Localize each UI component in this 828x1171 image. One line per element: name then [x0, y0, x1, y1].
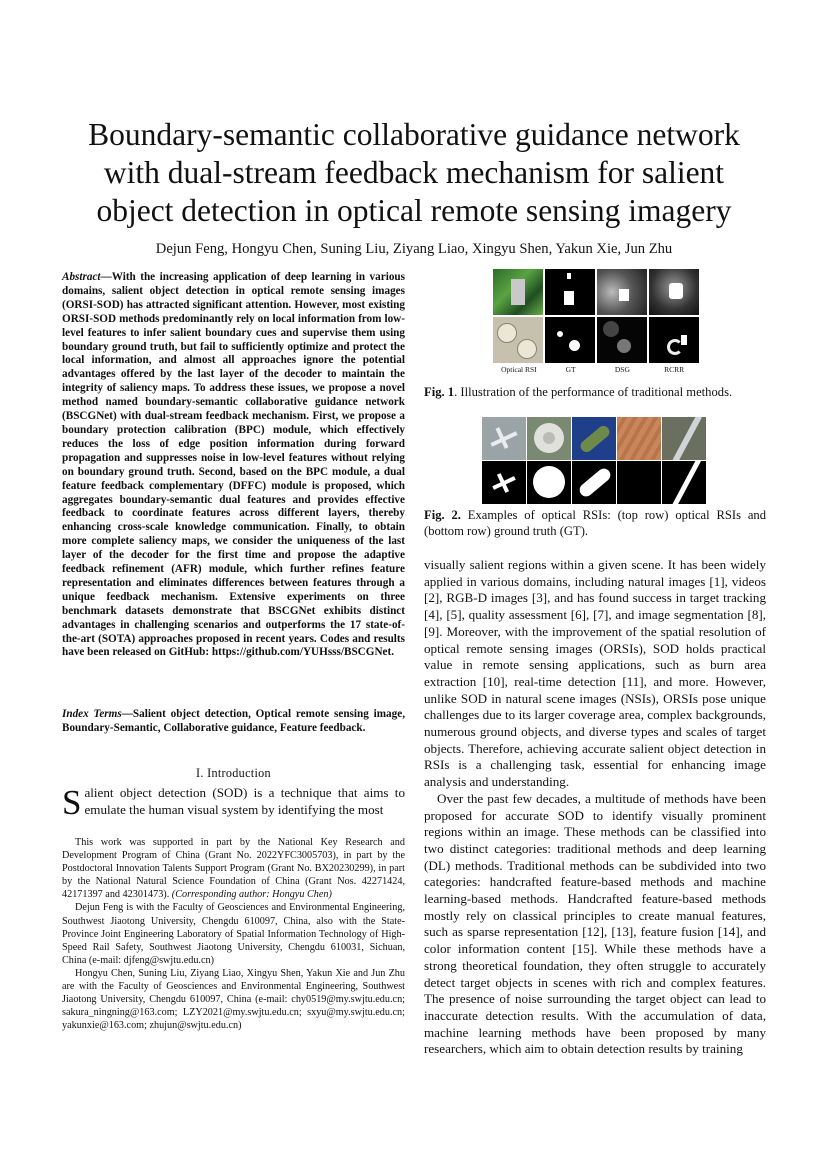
index-terms-text: —Salient object detection, Optical remote sensing image, Boundary-Semantic, Collaborative guidance, Feature feedback.: [62, 708, 405, 734]
fig2-gt-desert: [617, 461, 661, 504]
abstract: [62, 271, 405, 660]
abstract-text: —With the increasing application of deep learning in various domains, salient object detection in optical remote sensing images (ORSI-SOD) has attracted significant attention. However, most existing ORSI-SOD methods predominantly rely on local information from low-level features to infer salient boundary cues and supervise them using boundary ground truth, but fail to sufficiently optimize and protect the local information, and almost all approaches ignore the potential advantages offered by the last layer of the decoder to maintain the integrity of saliency maps. To address these issues, we propose a novel method named boundary-semantic collaborative guidance network (BSCGNet) with dual-stream feedback mechanism. First, we propose a boundary protection calibration (BPC) module, which effectively reduces the loss of edge position information during forward propagation and suppresses noise in low-level features without relying on boundary ground truth. Second, based on the BPC module, a dual feature feedback complementary (DFFC) module is proposed, which aggregates boundary-semantic dual features and provides effective feedback to coordinate features across different layers, thereby enhancing cross-scale knowledge communication. Finally, to obtain more complete saliency maps, we consider the uniqueness of the last layer of the decoder for the first time and propose the adaptive feedback refinement (AFR) module, which further refines feature representation and eliminates differences between features through a unique feedback mechanism. Extensive experiments on three benchmark datasets demonstrate that BSCGNet exhibits distinct advantages in challenging scenarios and outperforms the 17 state-of-the-art (SOTA) approaches proposed in recent years. Codes and results have been released on GitHub: https://github.com/YUHsss/BSCGNet.: [62, 271, 405, 659]
title-line-2: with dual-stream feedback mechanism for salient: [103, 155, 725, 190]
right-column-text: [424, 557, 766, 1058]
fig1-optical-rsi-bottom: [493, 317, 543, 363]
fig2-gt-island: [572, 461, 616, 504]
fig2-caption: [424, 507, 766, 539]
fig1-dsg-bottom: [597, 317, 647, 363]
fig2-rsi-desert: [617, 417, 661, 460]
fig1-caption: [424, 384, 766, 400]
fig2-caption-label: Fig. 2.: [424, 508, 461, 522]
fig2-rsi-river: [662, 417, 706, 460]
fig1-rcrr-bottom: [649, 317, 699, 363]
fig2-rsi-island: [572, 417, 616, 460]
title-line-1: Boundary-semantic collaborative guidance network: [88, 117, 740, 152]
fig1-column-labels: [493, 365, 700, 374]
figure-2: [482, 417, 708, 505]
intro-paragraph-2: Over the past few decades, a multitude of methods have been proposed for accurate SOD to identify visually prominent regions within an image. These methods can be classified into two distinct categories: traditional methods and deep learning (DL) methods. Traditional methods can be subdivided into two categories: handcrafted feature-based methods and machine learning-based methods. Handcrafted feature-based methods mostly rely on classical principles to create manual features, such as sparse representation [12], [13], feature fusion [14], and color information content [15]. While these methods have a strong theoretical foundation, they often struggle to accurately detect target objects in scenes with rich and complex features. The presence of noise surrounding the target object can lead to inaccurate detection results. With the accumulation of data, machine learning methods have been proposed by many researchers, which aim to obtain detection results by training: [424, 790, 766, 1057]
intro-paragraph: alient object detection (SOD) is a technique that aims to emulate the human visual system by identifying the most: [84, 785, 405, 817]
fig1-caption-text: . Illustration of the performance of traditional methods.: [454, 385, 733, 399]
abstract-label: Abstract: [62, 271, 101, 283]
index-terms: [62, 708, 405, 736]
drop-cap: S: [62, 783, 82, 822]
fig1-label-optical-rsi: Optical RSI: [501, 365, 537, 374]
fig2-gt-river: [662, 461, 706, 504]
footnotes: [62, 836, 405, 1032]
index-terms-label: Index Terms: [62, 708, 122, 720]
footnote-funding: [62, 836, 405, 901]
fig2-rsi-storage-tank: [527, 417, 571, 460]
figure-1: [493, 269, 700, 374]
fig1-label-gt: GT: [565, 365, 576, 374]
title-line-3: object detection in optical remote sensing imagery: [96, 193, 732, 228]
fig2-gt-airplane: [482, 461, 526, 504]
fig1-dsg-top: [597, 269, 647, 315]
paper-title: [40, 116, 788, 230]
fig1-optical-rsi-top: [493, 269, 543, 315]
fig2-gt-storage-tank: [527, 461, 571, 504]
fig1-gt-top: [545, 269, 595, 315]
fig1-caption-label: Fig. 1: [424, 385, 455, 399]
introduction-text: [62, 783, 405, 822]
intro-paragraph-1: visually salient regions within a given scene. It has been widely applied in various domains, including natural images [1], videos [2], RGB-D images [3], and has found success in target tracking [4], [5], quality assessment [6], [7], and image segmentation [8], [9]. Moreover, with the improvement of the spatial resolution of optical remote sensing images (ORSIs), SOD holds practical value in remote sensing applications, such as burn area extraction [10], real-time detection [11], and more. However, unlike SOD in natural scene images (NSIs), ORSIs pose unique challenges due to its larger coverage area, complex backgrounds, numerous ground objects, and diverse types and scales of target objects. Therefore, achieving accurate salient object detection in RSIs is a challenging task, essential for enhancing image analysis and understanding.: [424, 557, 766, 790]
fig1-rcrr-top: [649, 269, 699, 315]
footnote-affiliation-2: Hongyu Chen, Suning Liu, Ziyang Liao, Xingyu Shen, Yakun Xie and Jun Zhu are with the Faculty of Geosciences and Environmental Engineering, Southwest Jiaotong University, Chengdu 610097, China (e-mail: chy0519@my.swjtu.edu.cn; sakura_ningning@163.com; LZY2021@my.swjtu.edu.cn; sxyu@my.swjtu.edu.cn; yakunxie@163.com; zhujun@swjtu.edu.cn): [62, 967, 405, 1032]
corresponding-author-note: (Corresponding author: Hongyu Chen): [171, 889, 332, 901]
section-heading-introduction: I. Introduction: [196, 766, 271, 780]
fig2-caption-text: Examples of optical RSIs: (top row) optical RSIs and (bottom row) ground truth (GT).: [424, 508, 766, 538]
fig1-gt-bottom: [545, 317, 595, 363]
author-list: Dejun Feng, Hongyu Chen, Suning Liu, Ziyang Liao, Xingyu Shen, Yakun Xie, Jun Zhu: [155, 241, 673, 257]
fig2-rsi-airplane: [482, 417, 526, 460]
footnote-affiliation-1: Dejun Feng is with the Faculty of Geosciences and Environmental Engineering, Southwest Jiaotong University, Chengdu 610097, China, also with the State-Province Joint Engineering Laboratory of Spatial Information Technology of High-Speed Rail Safety, Southwest Jiaotong University, Chengdu 610031, Sichuan, China (e-mail: djfeng@swjtu.edu.cn): [62, 902, 405, 966]
footnote-funding-text: This work was supported in part by the National Key Research and Development Program of China (Grant No. 2022YFC3005703), in part by the Postdoctoral Innovation Talents Support Program (Grant No. BX20230299), in part by the National Natural Science Foundation of China (Grant Nos. 42271424, 42171397 and 42301473).: [62, 837, 405, 901]
fig1-label-rcrr: RCRR: [664, 365, 685, 374]
fig1-label-dsg: DSG: [614, 365, 630, 374]
